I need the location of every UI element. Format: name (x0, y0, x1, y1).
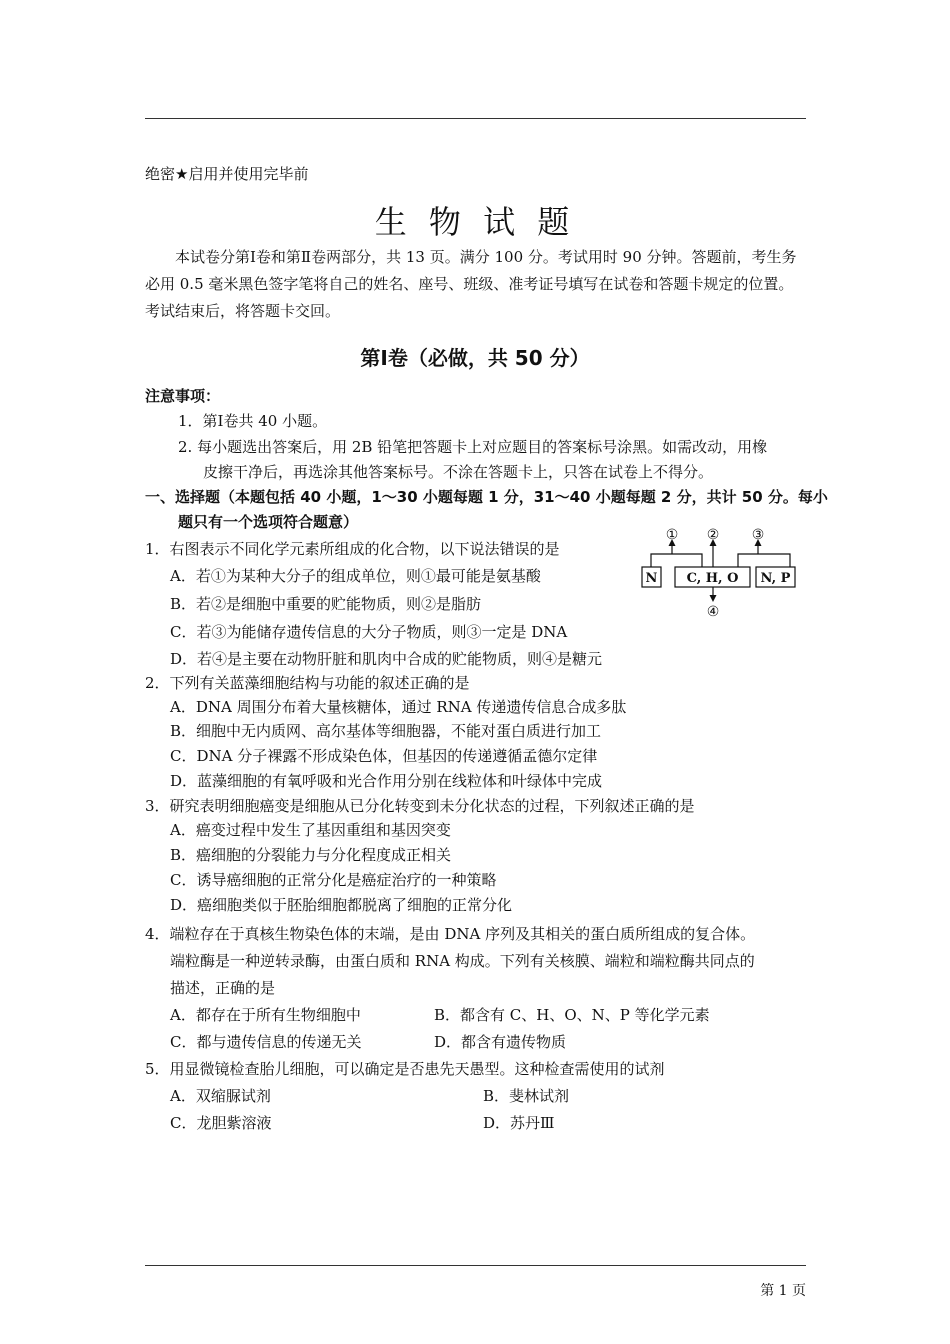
part-one-heading: 一、选择题（本题包括 40 小题，1～30 小题每题 1 分，31～40 小题每题 2 分，共计 50 分。每小 (145, 488, 828, 506)
question-4-option-b: B．都含有 C、H、O、N、P 等化学元素 (434, 1006, 710, 1024)
diagram-label-3: ③ (751, 528, 765, 543)
notes-item-2-cont: 皮擦干净后，再选涂其他答案标号。不涂在答题卡上，只答在试卷上不得分。 (203, 463, 714, 481)
question-1-stem: 1．右图表示不同化学元素所组成的化合物，以下说法错误的是 (145, 540, 560, 558)
arrow-4-head (710, 595, 717, 602)
notes-heading: 注意事项： (145, 387, 221, 405)
box-n-label: N (645, 571, 658, 586)
question-2-option-d: D．蓝藻细胞的有氧呼吸和光合作用分别在线粒体和叶绿体中完成 (170, 772, 603, 790)
question-3-option-c: C．诱导癌细胞的正常分化是癌症治疗的一种策略 (170, 871, 497, 889)
question-3-stem: 3．研究表明细胞癌变是细胞从已分化转变到未分化状态的过程，下列叙述正确的是 (145, 797, 695, 815)
question-3-option-b: B．癌细胞的分裂能力与分化程度成正相关 (170, 846, 452, 864)
confidential-label: 绝密★启用并使用完毕前 (145, 165, 309, 183)
question-2-option-b: B．细胞中无内质网、高尔基体等细胞器，不能对蛋白质进行加工 (170, 722, 602, 740)
question-4-stem-cont-1: 端粒酶是一种逆转录酶，由蛋白质和 RNA 构成。下列有关核膜、端粒和端粒酶共同点的 (170, 952, 755, 970)
notes-item-1: 1．第Ⅰ卷共 40 小题。 (178, 412, 328, 430)
element-composition-diagram (630, 528, 805, 618)
box-cho-label: C, H, O (686, 571, 739, 586)
question-5-option-a: A．双缩脲试剂 (170, 1087, 271, 1105)
part-one-heading-cont: 题只有一个选项符合题意） (178, 513, 359, 531)
question-5-option-b: B．斐林试剂 (483, 1087, 570, 1105)
header-rule (145, 118, 806, 119)
question-3-option-d: D．癌细胞类似于胚胎细胞都脱离了细胞的正常分化 (170, 896, 513, 914)
question-1-option-b: B．若②是细胞中重要的贮能物质，则②是脂肪 (170, 595, 482, 613)
question-4-option-a: A．都存在于所有生物细胞中 (170, 1006, 361, 1024)
question-5-option-d: D．苏丹Ⅲ (483, 1114, 555, 1132)
question-1-option-c: C．若③为能储存遗传信息的大分子物质，则③一定是 DNA (170, 623, 568, 641)
question-2-stem: 2．下列有关蓝藻细胞结构与功能的叙述正确的是 (145, 674, 470, 692)
question-4-stem-cont-2: 描述，正确的是 (170, 979, 276, 997)
section-title: 第Ⅰ卷（必做，共 50 分） (360, 346, 590, 370)
question-5-stem: 5．用显微镜检查胎儿细胞，可以确定是否患先天愚型。这种检查需使用的试剂 (145, 1060, 665, 1078)
connector-1 (651, 554, 702, 567)
page-title: 生 物 试 题 (374, 203, 576, 241)
page-number: 第 1 页 (760, 1283, 806, 1299)
intro-paragraph: 本试卷分第Ⅰ卷和第Ⅱ卷两部分，共 13 页。满分 100 分。考试用时 90 分钟。答题前，考生务必用 0.5 毫米黑色签字笔将自己的姓名、座号、班级、准考证号填写在试卷和答题卡规定的位置。考试结束后，将答题卡交回。 (145, 248, 797, 320)
diagram-label-1: ① (665, 528, 679, 543)
question-5-option-c: C．龙胆紫溶液 (170, 1114, 272, 1132)
connector-3 (738, 554, 790, 567)
question-1-option-d: D．若④是主要在动物肝脏和肌肉中合成的贮能物质，则④是糖元 (170, 650, 603, 668)
question-4-stem: 4．端粒存在于真核生物染色体的末端，是由 DNA 序列及其相关的蛋白质所组成的复合体。 (145, 925, 756, 943)
diagram-label-2: ② (706, 528, 720, 543)
box-np-label: N, P (760, 571, 791, 586)
question-1-option-a: A．若①为某种大分子的组成单位，则①最可能是氨基酸 (170, 567, 541, 585)
question-4-option-d: D．都含有遗传物质 (434, 1033, 567, 1051)
question-3-option-a: A．癌变过程中发生了基因重组和基因突变 (170, 821, 451, 839)
question-4-option-c: C．都与遗传信息的传递无关 (170, 1033, 362, 1051)
diagram-label-4: ④ (706, 604, 720, 618)
question-2-option-a: A．DNA 周围分布着大量核糖体，通过 RNA 传递遗传信息合成多肽 (170, 698, 627, 716)
footer-rule (145, 1265, 806, 1266)
question-2-option-c: C．DNA 分子裸露不形成染色体，但基因的传递遵循孟德尔定律 (170, 747, 598, 765)
notes-item-2: 2. 每小题选出答案后，用 2B 铅笔把答题卡上对应题目的答案标号涂黑。如需改动，用橡 (178, 438, 768, 456)
